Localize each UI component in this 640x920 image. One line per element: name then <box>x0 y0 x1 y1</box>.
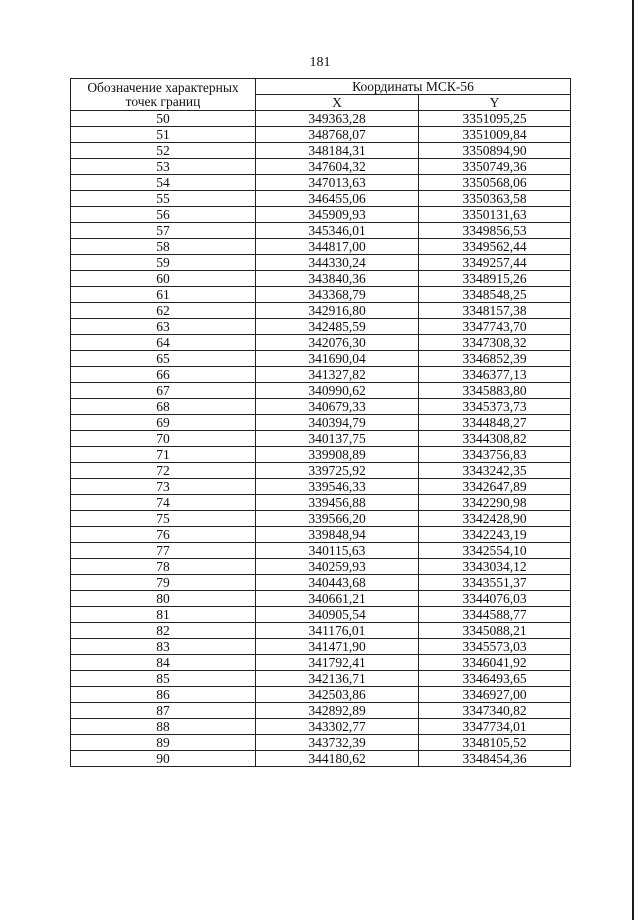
table-row <box>71 543 571 559</box>
table-row <box>71 175 571 191</box>
table-row <box>71 751 571 767</box>
x-coordinate: 341327,82 <box>256 367 419 383</box>
x-coordinate: 340905,54 <box>256 607 419 623</box>
point-number: 77 <box>71 543 256 559</box>
point-number: 68 <box>71 399 256 415</box>
y-coordinate: 3346041,92 <box>419 655 571 671</box>
x-coordinate: 344330,24 <box>256 255 419 271</box>
table-row <box>71 671 571 687</box>
y-coordinate: 3350568,06 <box>419 175 571 191</box>
point-number: 53 <box>71 159 256 175</box>
x-coordinate: 339546,33 <box>256 479 419 495</box>
point-number: 69 <box>71 415 256 431</box>
x-coordinate: 341176,01 <box>256 623 419 639</box>
x-coordinate: 345909,93 <box>256 207 419 223</box>
point-number: 56 <box>71 207 256 223</box>
y-coordinate: 3342243,19 <box>419 527 571 543</box>
x-coordinate: 345346,01 <box>256 223 419 239</box>
y-coordinate: 3346852,39 <box>419 351 571 367</box>
table-row <box>71 719 571 735</box>
point-number: 55 <box>71 191 256 207</box>
header-coordinates-group: Координаты МСК-56 <box>256 79 571 95</box>
x-coordinate: 339848,94 <box>256 527 419 543</box>
x-coordinate: 347013,63 <box>256 175 419 191</box>
table-row <box>71 191 571 207</box>
y-coordinate: 3346493,65 <box>419 671 571 687</box>
x-coordinate: 339908,89 <box>256 447 419 463</box>
table-row <box>71 223 571 239</box>
y-coordinate: 3351009,84 <box>419 127 571 143</box>
table-row <box>71 431 571 447</box>
table-header <box>71 79 571 111</box>
x-coordinate: 347604,32 <box>256 159 419 175</box>
table-row <box>71 239 571 255</box>
table-row <box>71 623 571 639</box>
point-number: 59 <box>71 255 256 271</box>
table-row <box>71 143 571 159</box>
y-coordinate: 3349562,44 <box>419 239 571 255</box>
point-number: 80 <box>71 591 256 607</box>
table-row <box>71 287 571 303</box>
point-number: 85 <box>71 671 256 687</box>
table-row <box>71 303 571 319</box>
table-row <box>71 607 571 623</box>
x-coordinate: 340679,33 <box>256 399 419 415</box>
y-coordinate: 3347340,82 <box>419 703 571 719</box>
table-row <box>71 479 571 495</box>
table-row <box>71 639 571 655</box>
x-coordinate: 342916,80 <box>256 303 419 319</box>
table-row <box>71 591 571 607</box>
point-number: 61 <box>71 287 256 303</box>
table-row <box>71 127 571 143</box>
x-coordinate: 341792,41 <box>256 655 419 671</box>
table-row <box>71 703 571 719</box>
point-number: 71 <box>71 447 256 463</box>
x-coordinate: 341690,04 <box>256 351 419 367</box>
y-coordinate: 3344308,82 <box>419 431 571 447</box>
x-coordinate: 341471,90 <box>256 639 419 655</box>
point-number: 81 <box>71 607 256 623</box>
x-coordinate: 348184,31 <box>256 143 419 159</box>
table-row <box>71 527 571 543</box>
x-coordinate: 340443,68 <box>256 575 419 591</box>
y-coordinate: 3347743,70 <box>419 319 571 335</box>
point-number: 58 <box>71 239 256 255</box>
table-row <box>71 495 571 511</box>
point-number: 52 <box>71 143 256 159</box>
y-coordinate: 3348454,36 <box>419 751 571 767</box>
point-number: 87 <box>71 703 256 719</box>
x-coordinate: 348768,07 <box>256 127 419 143</box>
table-row <box>71 399 571 415</box>
table-row <box>71 575 571 591</box>
y-coordinate: 3350749,36 <box>419 159 571 175</box>
x-coordinate: 340115,63 <box>256 543 419 559</box>
x-coordinate: 342892,89 <box>256 703 419 719</box>
point-number: 50 <box>71 111 256 127</box>
point-number: 64 <box>71 335 256 351</box>
point-number: 66 <box>71 367 256 383</box>
y-coordinate: 3344588,77 <box>419 607 571 623</box>
table-row <box>71 335 571 351</box>
x-coordinate: 340137,75 <box>256 431 419 447</box>
point-number: 72 <box>71 463 256 479</box>
table-row <box>71 271 571 287</box>
x-coordinate: 340259,93 <box>256 559 419 575</box>
x-coordinate: 343840,36 <box>256 271 419 287</box>
point-number: 65 <box>71 351 256 367</box>
header-point-label: Обозначение характерных точек границ <box>71 79 256 111</box>
y-coordinate: 3342428,90 <box>419 511 571 527</box>
point-number: 51 <box>71 127 256 143</box>
page-number: 181 <box>309 55 331 70</box>
y-coordinate: 3350363,58 <box>419 191 571 207</box>
point-number: 63 <box>71 319 256 335</box>
y-coordinate: 3345088,21 <box>419 623 571 639</box>
table-row <box>71 351 571 367</box>
y-coordinate: 3345573,03 <box>419 639 571 655</box>
y-coordinate: 3343756,83 <box>419 447 571 463</box>
table-body <box>71 111 571 767</box>
y-coordinate: 3348915,26 <box>419 271 571 287</box>
table-row <box>71 735 571 751</box>
y-coordinate: 3342290,98 <box>419 495 571 511</box>
table-row <box>71 463 571 479</box>
point-number: 60 <box>71 271 256 287</box>
y-coordinate: 3347734,01 <box>419 719 571 735</box>
y-coordinate: 3348105,52 <box>419 735 571 751</box>
x-coordinate: 349363,28 <box>256 111 419 127</box>
point-number: 86 <box>71 687 256 703</box>
x-coordinate: 339456,88 <box>256 495 419 511</box>
point-number: 62 <box>71 303 256 319</box>
table-row <box>71 447 571 463</box>
y-coordinate: 3350131,63 <box>419 207 571 223</box>
point-number: 57 <box>71 223 256 239</box>
y-coordinate: 3349257,44 <box>419 255 571 271</box>
point-number: 88 <box>71 719 256 735</box>
x-coordinate: 346455,06 <box>256 191 419 207</box>
table-row <box>71 111 571 127</box>
x-coordinate: 342503,86 <box>256 687 419 703</box>
y-coordinate: 3351095,25 <box>419 111 571 127</box>
table-row <box>71 415 571 431</box>
y-coordinate: 3349856,53 <box>419 223 571 239</box>
x-coordinate: 343368,79 <box>256 287 419 303</box>
table-row <box>71 687 571 703</box>
x-coordinate: 339566,20 <box>256 511 419 527</box>
table-row <box>71 207 571 223</box>
table-row <box>71 159 571 175</box>
table-row <box>71 255 571 271</box>
table-row <box>71 383 571 399</box>
x-coordinate: 344180,62 <box>256 751 419 767</box>
x-coordinate: 339725,92 <box>256 463 419 479</box>
point-number: 83 <box>71 639 256 655</box>
point-number: 78 <box>71 559 256 575</box>
y-coordinate: 3345883,80 <box>419 383 571 399</box>
y-coordinate: 3343551,37 <box>419 575 571 591</box>
table-row <box>71 367 571 383</box>
point-number: 74 <box>71 495 256 511</box>
table-row <box>71 559 571 575</box>
header-x: X <box>256 95 419 111</box>
point-number: 82 <box>71 623 256 639</box>
y-coordinate: 3346377,13 <box>419 367 571 383</box>
y-coordinate: 3342554,10 <box>419 543 571 559</box>
y-coordinate: 3346927,00 <box>419 687 571 703</box>
x-coordinate: 340394,79 <box>256 415 419 431</box>
table-row <box>71 511 571 527</box>
table-row <box>71 319 571 335</box>
point-number: 79 <box>71 575 256 591</box>
point-number: 90 <box>71 751 256 767</box>
header-y: Y <box>419 95 571 111</box>
coordinates-table <box>70 78 571 767</box>
point-number: 70 <box>71 431 256 447</box>
point-number: 54 <box>71 175 256 191</box>
y-coordinate: 3345373,73 <box>419 399 571 415</box>
point-number: 67 <box>71 383 256 399</box>
x-coordinate: 344817,00 <box>256 239 419 255</box>
x-coordinate: 343302,77 <box>256 719 419 735</box>
x-coordinate: 342485,59 <box>256 319 419 335</box>
scan-edge-line <box>632 0 634 920</box>
y-coordinate: 3348548,25 <box>419 287 571 303</box>
x-coordinate: 340661,21 <box>256 591 419 607</box>
point-number: 84 <box>71 655 256 671</box>
x-coordinate: 342076,30 <box>256 335 419 351</box>
y-coordinate: 3348157,38 <box>419 303 571 319</box>
y-coordinate: 3347308,32 <box>419 335 571 351</box>
y-coordinate: 3342647,89 <box>419 479 571 495</box>
point-number: 89 <box>71 735 256 751</box>
y-coordinate: 3343034,12 <box>419 559 571 575</box>
x-coordinate: 342136,71 <box>256 671 419 687</box>
point-number: 76 <box>71 527 256 543</box>
y-coordinate: 3350894,90 <box>419 143 571 159</box>
table-row <box>71 655 571 671</box>
y-coordinate: 3344076,03 <box>419 591 571 607</box>
x-coordinate: 340990,62 <box>256 383 419 399</box>
point-number: 73 <box>71 479 256 495</box>
point-number: 75 <box>71 511 256 527</box>
y-coordinate: 3343242,35 <box>419 463 571 479</box>
y-coordinate: 3344848,27 <box>419 415 571 431</box>
x-coordinate: 343732,39 <box>256 735 419 751</box>
